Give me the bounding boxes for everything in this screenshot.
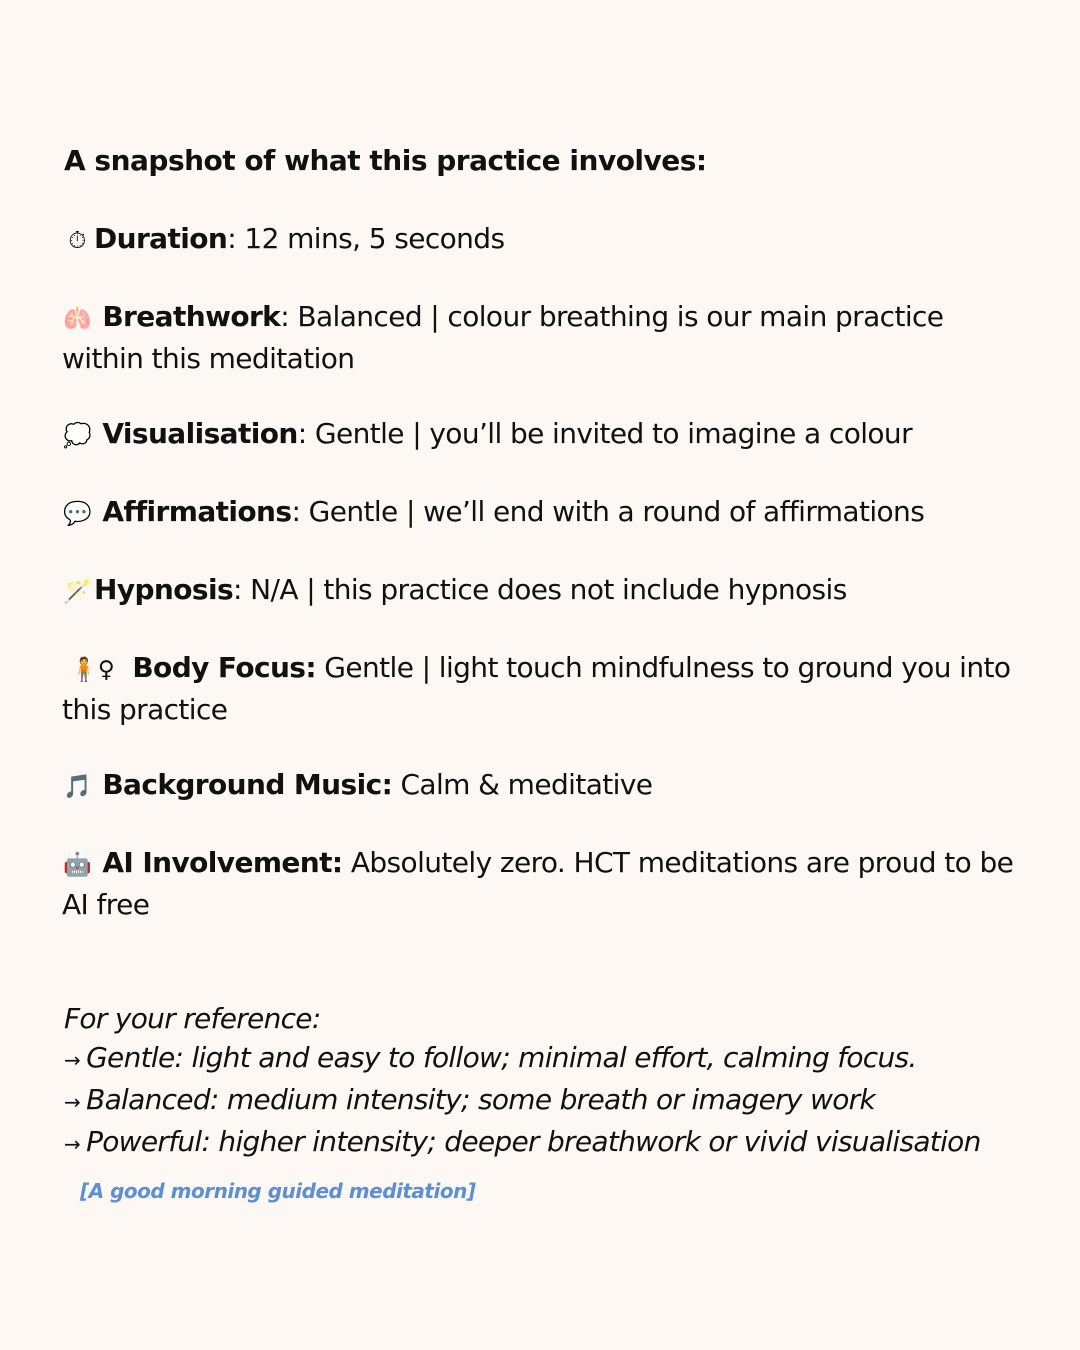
item-breathwork — [62, 297, 1022, 378]
item-label: Duration — [94, 222, 228, 255]
item-affirmations — [62, 492, 1022, 534]
item-separator — [343, 846, 351, 879]
item-separator: : — [280, 300, 298, 333]
item-visualisation — [62, 414, 1022, 456]
item-text: Calm & meditative — [400, 768, 653, 801]
item-label: Visualisation — [102, 417, 298, 450]
arrow-right-icon: → — [64, 1090, 81, 1114]
lungs-icon: 🫁 — [62, 306, 92, 332]
item-text: Absolutely zero. HCT meditations are proud to be AI free — [62, 846, 1014, 921]
reference-title: For your reference: — [64, 1002, 321, 1035]
item-text: Gentle | we’ll end with a round of affirmations — [308, 495, 925, 528]
item-body-focus — [62, 648, 1022, 729]
item-text: Balanced | colour breathing is our main practice within this meditation — [62, 300, 944, 375]
arrow-right-icon: → — [64, 1132, 81, 1156]
item-background-music — [62, 765, 1022, 807]
item-duration — [62, 219, 1022, 261]
reference-line — [64, 1080, 981, 1122]
reference-line-text: Balanced: medium intensity; some breath or imagery work — [86, 1083, 875, 1116]
person-female-icon: 🧍♀ — [69, 657, 115, 683]
reference-block — [64, 999, 981, 1164]
arrow-right-icon: → — [64, 1048, 81, 1072]
item-label: Background Music: — [102, 768, 393, 801]
speech-bubble-icon: 💬 — [62, 501, 92, 527]
item-ai-involvement — [62, 843, 1022, 924]
item-separator: : — [227, 222, 245, 255]
item-label: Breathwork — [102, 300, 281, 333]
item-hypnosis — [62, 570, 1022, 612]
item-label: AI Involvement: — [102, 846, 343, 879]
reference-line — [64, 1122, 981, 1164]
item-separator: : — [233, 573, 251, 606]
section-heading: A snapshot of what this practice involves: — [64, 144, 707, 177]
item-text: Gentle | you’ll be invited to imagine a colour — [314, 417, 912, 450]
robot-icon: 🤖 — [62, 852, 92, 878]
music-note-icon: 🎵 — [62, 774, 92, 800]
stopwatch-icon: ⏱ — [68, 228, 86, 254]
item-text: N/A | this practice does not include hypnosis — [250, 573, 847, 606]
item-text: Gentle | light touch mindfulness to ground you into this practice — [62, 651, 1011, 726]
item-label: Hypnosis — [94, 573, 234, 606]
item-separator: : — [291, 495, 309, 528]
item-label: Affirmations — [102, 495, 292, 528]
meditation-title-note: [A good morning guided meditation] — [80, 1179, 476, 1203]
reference-line — [64, 1038, 981, 1080]
item-separator: : — [297, 417, 315, 450]
item-label: Body Focus: — [132, 651, 316, 684]
reference-line-text: Powerful: higher intensity; deeper breathwork or vivid visualisation — [86, 1125, 981, 1158]
item-text: 12 mins, 5 seconds — [244, 222, 505, 255]
thought-bubble-icon: 💭 — [62, 423, 92, 449]
reference-line-text: Gentle: light and easy to follow; minimal effort, calming focus. — [86, 1041, 917, 1074]
magic-wand-icon: 🪄 — [62, 579, 92, 605]
